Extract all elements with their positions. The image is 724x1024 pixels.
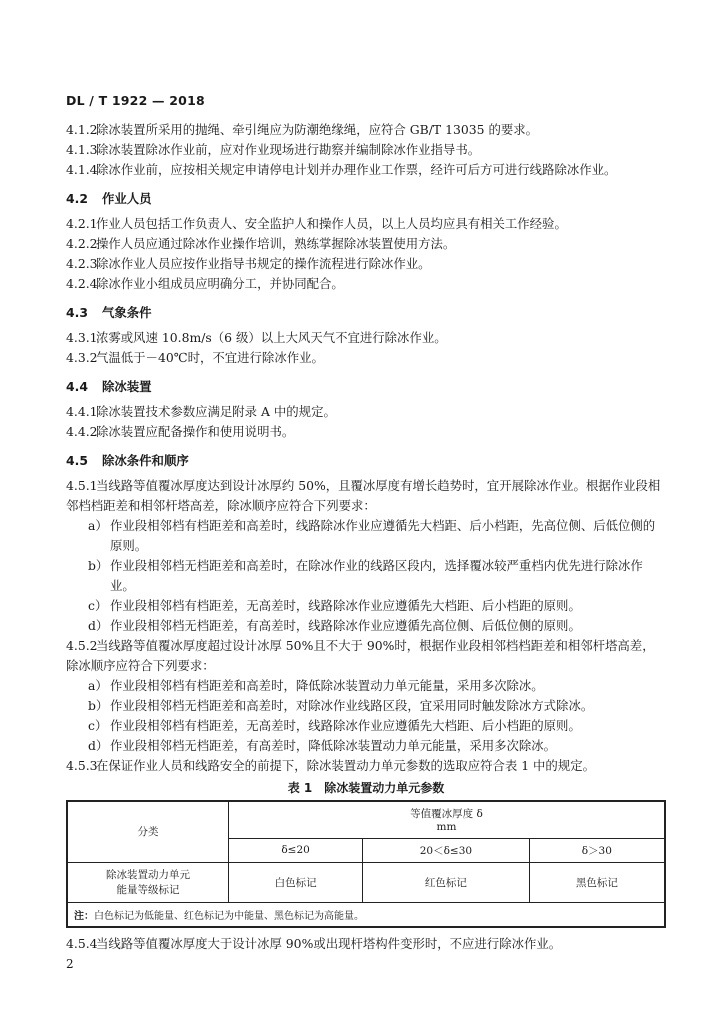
- clause-4-5-1: 4.5.1当线路等值覆冰厚度达到设计冰厚约 50%，且覆冰厚度有增长趋势时，宜开展除冰作业。根据作业段相邻档档距差和相邻杆塔高差，除冰顺序应符合下列要求：: [66, 478, 661, 513]
- clause-4-2-3: 4.2.3除冰作业人员应按作业指导书规定的操作流程进行除冰作业。: [66, 256, 431, 271]
- clause-4-2-4: 4.2.4除冰作业小组成员应明确分工，并协同配合。: [66, 276, 344, 291]
- table-cell: 红色标记: [363, 862, 529, 902]
- clause-4-1-4: [66, 160, 666, 180]
- table-cell: 黑色标记: [529, 862, 665, 902]
- section-4-4-heading: 4.4 除冰装置: [66, 379, 152, 394]
- list-item: b） 作业段相邻档无档距差和高差时，对除冰作业线路区段，宜采用同时触发除冰方式除冰。: [88, 698, 594, 713]
- clause-4-4-1: 4.4.1除冰装置技术参数应满足附录 A 中的规定。: [66, 404, 336, 419]
- clause-4-1-2: [66, 120, 666, 140]
- table-caption: 表 1 除冰装置动力单元参数: [287, 781, 445, 795]
- range-header: δ＞30: [529, 838, 665, 862]
- power-unit-parameter-table: [66, 800, 666, 928]
- column-header-class: 分类: [67, 801, 229, 862]
- clause-4-2-2: 4.2.2操作人员应通过除冰作业操作培训，熟练掌握除冰装置使用方法。: [66, 236, 456, 251]
- list-item: b） 作业段相邻档无档距差和高差时，在除冰作业的线路区段内，选择覆冰较严重档内优先进行除冰作业。: [88, 558, 643, 593]
- clause-4-5-3: 4.5.3在保证作业人员和线路安全的前提下，除冰装置动力单元参数的选取应符合表 1 中的规定。: [66, 758, 595, 773]
- list-item: a） 作业段相邻档有档距差和高差时，线路除冰作业应遵循先大档距、后小档距，先高位侧、后低位侧的原则。: [88, 518, 656, 553]
- page-content: [66, 120, 666, 954]
- list-item: c） 作业段相邻档有档距差，无高差时，线路除冰作业应遵循先大档距、后小档距的原则。: [88, 718, 581, 733]
- row-label: 除冰装置动力单元 能量等级标记: [67, 862, 229, 902]
- table-cell: 白色标记: [229, 862, 363, 902]
- clause-text: 除冰装置所采用的抛绳、牵引绳应为防潮绝缘绳，应符合 GB/T 13035 的要求。: [96, 122, 539, 137]
- clause-number: 4.1.4: [66, 162, 98, 177]
- clause-text: 除冰作业前，应按相关规定申请停电计划并办理作业工作票，经许可后方可进行线路除冰作业。: [96, 162, 617, 177]
- clause-4-3-1: 4.3.1浓雾或风速 10.8m/s（6 级）以上大风天气不宜进行除冰作业。: [66, 330, 447, 345]
- section-4-2-heading: 4.2 作业人员: [66, 191, 152, 206]
- clause-4-5-4: 4.5.4当线路等值覆冰厚度大于设计冰厚 90%或出现杆塔构件变形时，不应进行除冰作业。: [66, 935, 562, 951]
- list-item: a） 作业段相邻档有档距差和高差时，降低除冰装置动力单元能量，采用多次除冰。: [88, 678, 544, 693]
- list-item: c） 作业段相邻档有档距差，无高差时，线路除冰作业应遵循先大档距、后小档距的原则。: [88, 598, 581, 613]
- range-header: δ≤20: [229, 838, 363, 862]
- page-number: 2: [66, 957, 74, 971]
- clause-4-5-2: 4.5.2当线路等值覆冰厚度超过设计冰厚 50%且不大于 90%时，根据作业段相邻档档距差和相邻杆塔高差，除冰顺序应符合下列要求：: [66, 638, 655, 673]
- table-note: 注：白色标记为低能量、红色标记为中能量、黑色标记为高能量。: [67, 902, 665, 927]
- range-header: 20＜δ≤30: [363, 838, 529, 862]
- clause-number: 4.1.2: [66, 122, 98, 137]
- clause-4-3-2: 4.3.2气温低于－40℃时，不宜进行除冰作业。: [66, 350, 324, 365]
- clause-number: 4.1.3: [66, 142, 98, 157]
- clause-4-1-3: [66, 140, 666, 160]
- list-item: d） 作业段相邻档无档距差，有高差时，降低除冰装置动力单元能量，采用多次除冰。: [88, 738, 557, 753]
- document-code-header: DL / T 1922 — 2018: [66, 93, 205, 108]
- clause-4-2-1: 4.2.1作业人员包括工作负责人、安全监护人和操作人员，以上人员均应具有相关工作经验。: [66, 216, 567, 231]
- section-4-5-heading: 4.5 除冰条件和顺序: [66, 453, 189, 468]
- clause-text: 除冰装置除冰作业前，应对作业现场进行勘察并编制除冰作业指导书。: [96, 142, 481, 157]
- list-item: d） 作业段相邻档无档距差，有高差时，线路除冰作业应遵循先高位侧、后低位侧的原则。: [88, 618, 581, 633]
- clause-4-4-2: 4.4.2除冰装置应配备操作和使用说明书。: [66, 424, 295, 439]
- column-group-header: 等值覆冰厚度 δ mm: [229, 801, 666, 838]
- section-4-3-heading: 4.3 气象条件: [66, 305, 152, 320]
